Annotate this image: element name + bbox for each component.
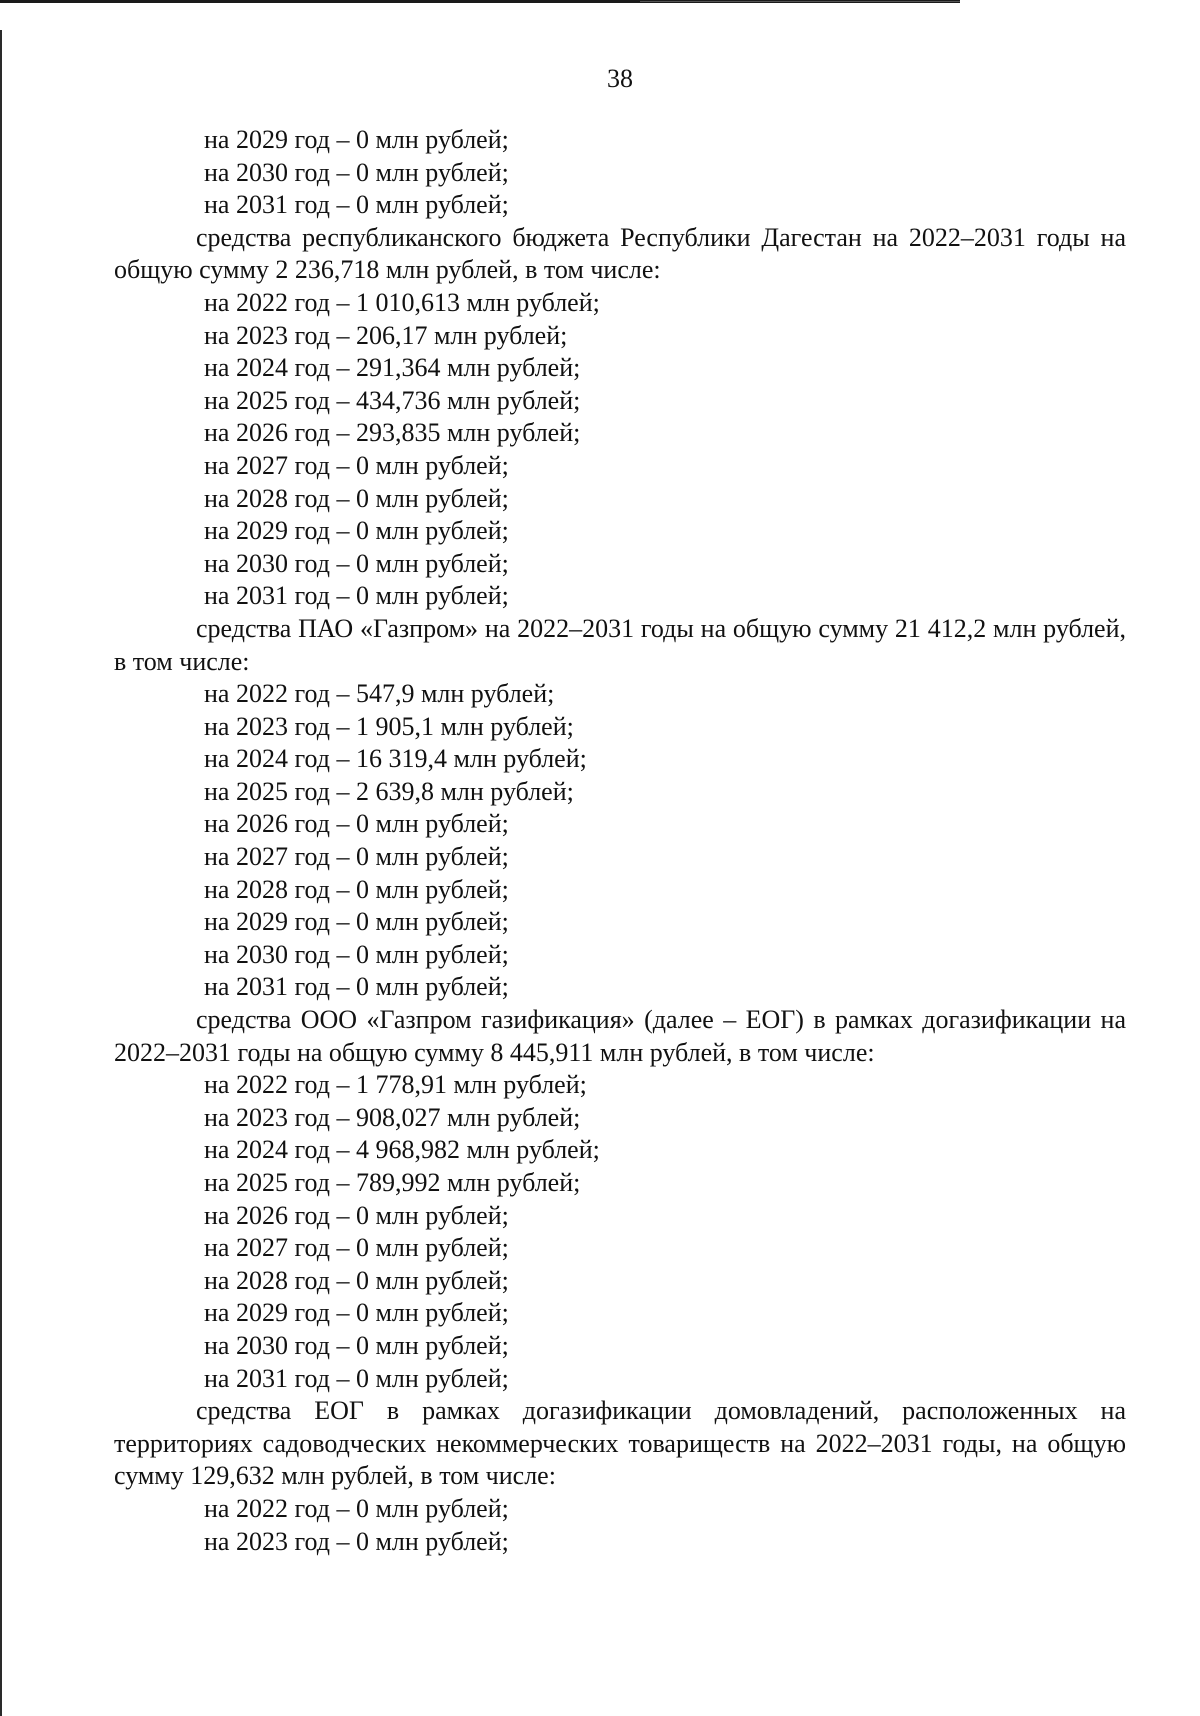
year-line: на 2030 год – 0 млн рублей; xyxy=(204,1330,509,1360)
year-line: на 2025 год – 434,736 млн рублей; xyxy=(204,385,581,415)
year-line: на 2023 год – 0 млн рублей; xyxy=(204,1526,509,1556)
year-line: на 2022 год – 0 млн рублей; xyxy=(204,1493,509,1523)
year-line: на 2022 год – 1 010,613 млн рублей; xyxy=(204,287,600,317)
year-line: на 2024 год – 291,364 млн рублей; xyxy=(204,353,581,383)
year-line: на 2031 год – 0 млн рублей; xyxy=(204,1363,509,1393)
page-number: 38 xyxy=(607,64,633,93)
year-line: на 2030 год – 0 млн рублей; xyxy=(204,157,509,187)
funding-intro-paragraph: средства ООО «Газпром газификация» (далее – ЕОГ) в рамках догазификации на 2022–2031 годы на общую сумму 8 445,911 млн рублей, в том числе: xyxy=(114,1005,1126,1067)
year-line: на 2023 год – 206,17 млн рублей; xyxy=(204,320,568,350)
year-line: на 2028 год – 0 млн рублей; xyxy=(204,483,509,513)
year-line: на 2023 год – 1 905,1 млн рублей; xyxy=(204,711,574,741)
year-line: на 2022 год – 1 778,91 млн рублей; xyxy=(204,1070,587,1100)
year-line: на 2024 год – 16 319,4 млн рублей; xyxy=(204,744,587,774)
year-line: на 2027 год – 0 млн рублей; xyxy=(204,1233,509,1263)
year-line: на 2026 год – 0 млн рублей; xyxy=(204,1200,509,1230)
year-line: на 2025 год – 789,992 млн рублей; xyxy=(204,1168,581,1197)
year-line: на 2028 год – 0 млн рублей; xyxy=(204,1265,509,1295)
top-border-line-thin xyxy=(640,1,960,2)
year-line: на 2026 год – 0 млн рублей; xyxy=(204,809,509,839)
year-line: на 2025 год – 2 639,8 млн рублей; xyxy=(204,776,574,806)
document-body xyxy=(114,124,1126,1558)
funding-intro-paragraph: средства ЕОГ в рамках догазификации домовладений, расположенных на территориях садоводческих некоммерческих товариществ на 2022–2031 годы, на общую сумму 129,632 млн рублей, в том числе: xyxy=(114,1396,1126,1491)
funding-intro-paragraph: средства ПАО «Газпром» на 2022–2031 годы на общую сумму 21 412,2 млн рублей, в том числе: xyxy=(114,613,1126,676)
year-line: на 2031 год – 0 млн рублей; xyxy=(204,972,509,1002)
left-scan-edge xyxy=(0,30,2,1716)
year-line: на 2030 год – 0 млн рублей; xyxy=(204,939,509,969)
year-line: на 2029 год – 0 млн рублей; xyxy=(204,125,509,154)
year-line: на 2029 год – 0 млн рублей; xyxy=(204,516,509,546)
year-line: на 2024 год – 4 968,982 млн рублей; xyxy=(204,1135,600,1165)
funding-block-gazprom xyxy=(114,613,1126,1004)
year-line: на 2030 год – 0 млн рублей; xyxy=(204,548,509,578)
funding-block-tail xyxy=(114,124,1126,222)
funding-block-eog-gardening xyxy=(114,1395,1126,1558)
year-line: на 2029 год – 0 млн рублей; xyxy=(204,1298,509,1328)
year-line: на 2029 год – 0 млн рублей; xyxy=(204,907,509,937)
year-line: на 2023 год – 908,027 млн рублей; xyxy=(204,1102,581,1132)
funding-intro-paragraph: средства республиканского бюджета Республики Дагестан на 2022–2031 годы на общую сумму 2 236,718 млн рублей, в том числе: xyxy=(114,222,1126,285)
year-line: на 2031 год – 0 млн рублей; xyxy=(204,190,509,220)
year-line: на 2022 год – 547,9 млн рублей; xyxy=(204,679,555,709)
funding-block-republic-budget xyxy=(114,222,1126,613)
year-line: на 2031 год – 0 млн рублей; xyxy=(204,581,509,611)
year-line: на 2027 год – 0 млн рублей; xyxy=(204,842,509,872)
year-line: на 2028 год – 0 млн рублей; xyxy=(204,874,509,904)
year-line: на 2027 год – 0 млн рублей; xyxy=(204,450,509,480)
funding-block-eog xyxy=(114,1004,1126,1395)
year-line: на 2026 год – 293,835 млн рублей; xyxy=(204,418,581,448)
